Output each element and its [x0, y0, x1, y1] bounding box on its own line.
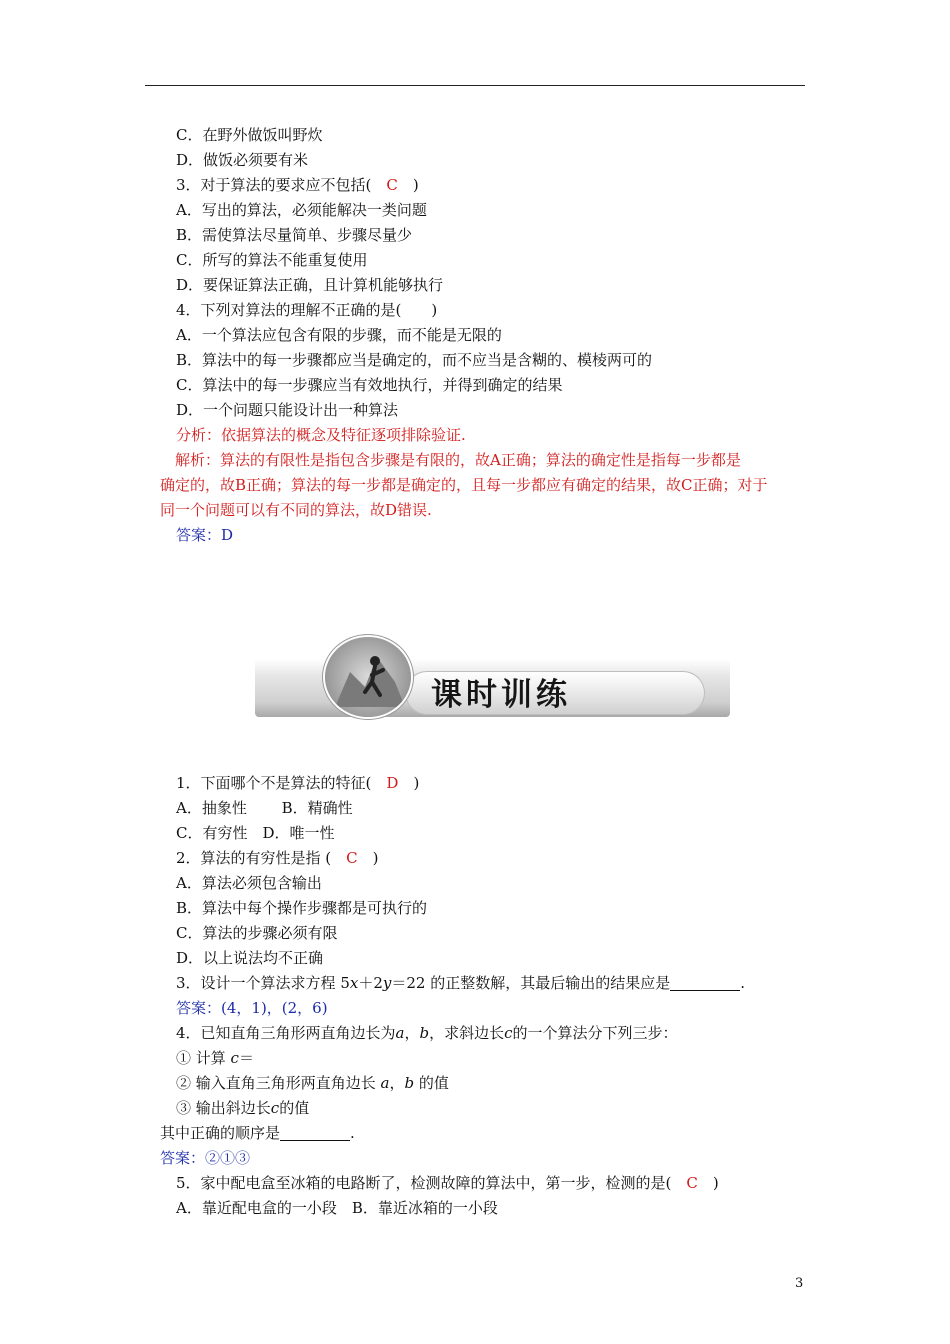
option-line: B．需使算法尽量简单、步骤尽量少 [176, 226, 413, 244]
bottom-question-block [160, 771, 816, 1221]
climber-icon [325, 637, 411, 717]
question-3: 3．对于算法的要求应不包括( C ) [176, 176, 419, 194]
option-line: D．要保证算法正确，且计算机能够执行 [176, 276, 444, 294]
answer-blank [280, 1125, 350, 1141]
answer-mark: D [386, 774, 399, 792]
answer-mark: C [346, 849, 358, 867]
answer-mark: C [686, 1174, 698, 1192]
answer-blank [670, 975, 740, 991]
answer-1: 答案：D [176, 526, 234, 544]
order-question: 其中正确的顺序是 . [160, 1124, 355, 1142]
answer-mark: C [386, 176, 398, 194]
header-rule [145, 85, 805, 86]
option-line: A．靠近配电盒的一小段 B．靠近冰箱的一小段 [176, 1199, 498, 1217]
option-line: A．抽象性 B．精确性 [176, 799, 353, 817]
option-line: A．写出的算法，必须能解决一类问题 [176, 201, 427, 219]
top-question-block [176, 123, 816, 423]
question-1: 1．下面哪个不是算法的特征( D ) [176, 774, 420, 792]
question-5: 5．家中配电盒至冰箱的电路断了，检测故障的算法中，第一步，检测的是( C ) [176, 1174, 719, 1192]
solution-text: 解析：算法的有限性是指包含步骤是有限的，故A正确；算法的确定性是指每一步都是 确定的，故B正确；算法的每一步都是确定的，且每一步都应有确定的结果，故C正确；对于 同一个问题可以有不同的算法，故D错误. [160, 451, 768, 519]
answer-4b: 答案：②①③ [160, 1149, 251, 1167]
option-line: A．算法必须包含输出 [176, 874, 322, 892]
option-line: D．以上说法均不正确 [176, 949, 324, 967]
question-4: 4．下列对算法的理解不正确的是( ) [176, 301, 438, 319]
climber-image [325, 637, 411, 717]
step-2: ② 输入直角三角形两直角边长 a，b 的值 [176, 1074, 449, 1092]
option-line: B．算法中的每一步骤都应当是确定的，而不应当是含糊的、模棱两可的 [176, 351, 653, 369]
option-line: B．算法中每个操作步骤都是可执行的 [176, 899, 428, 917]
section-banner [255, 637, 730, 719]
option-line: D．一个问题只能设计出一种算法 [176, 401, 399, 419]
option-line: C．算法的步骤必须有限 [176, 924, 338, 942]
option-line: A．一个算法应包含有限的步骤，而不能是无限的 [176, 326, 502, 344]
option-line: C．在野外做饭叫野炊 [176, 126, 323, 144]
question-4b: 4．已知直角三角形两直角边长为a，b，求斜边长c的一个算法分下列三步： [176, 1024, 678, 1042]
analysis-text: 分析：依据算法的概念及特征逐项排除验证. [176, 426, 466, 444]
question-2: 2．算法的有穷性是指 ( C ) [176, 849, 379, 867]
option-line: D．做饭必须要有米 [176, 151, 309, 169]
option-line: C．有穷性 D．唯一性 [176, 824, 335, 842]
banner-title: 课时训练 [431, 677, 571, 713]
page-number: 3 [795, 1276, 804, 1291]
step-1: ① 计算 c＝ [176, 1049, 254, 1067]
answer-3b: 答案：(4，1)，(2，6) [176, 999, 328, 1017]
option-line: C．算法中的每一步骤应当有效地执行，并得到确定的结果 [176, 376, 563, 394]
option-line: C．所写的算法不能重复使用 [176, 251, 368, 269]
step-3: ③ 输出斜边长c的值 [176, 1099, 310, 1117]
question-3b: 3．设计一个算法求方程 5x＋2y＝22 的正整数解，其最后输出的结果应是 . [176, 974, 745, 992]
